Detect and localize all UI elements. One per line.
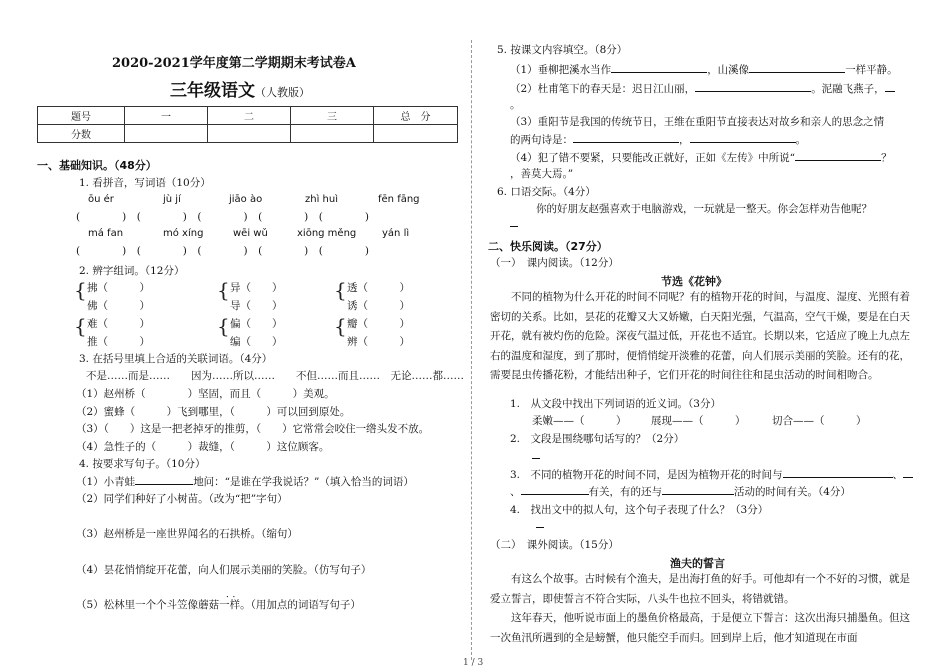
section-2-heading: 二、快乐阅读。（27分） — [488, 240, 608, 253]
answer-blank[interactable] — [662, 483, 734, 495]
q5-item-2 — [510, 80, 895, 96]
reading-q3-line2 — [510, 483, 851, 499]
brace-icon: { — [74, 314, 87, 338]
q5-text: 。泥融飞燕子， — [811, 83, 885, 95]
q6-prompt: 你的好朋友赵强喜欢于电脑游戏，一玩就是一整天。你会怎样劝告他呢？ — [536, 203, 872, 215]
answer-blank[interactable] — [521, 483, 589, 495]
pinyin: fēn fāng — [378, 194, 420, 205]
emphasis-dots: ．． — [226, 590, 244, 600]
passage-2-body: 有这么个故事。古时候有个渔夫，是出海打鱼的好手。可他却有一个不好的习惯，就是爱立誓言，即使誓言不符合实际，八头牛也拉不回头，将错就错。 — [490, 573, 910, 605]
char-pair-item[interactable]: 拂（ ） — [87, 282, 150, 294]
answer-blank[interactable] — [695, 80, 811, 92]
char-pair-item[interactable]: 异（ ） — [230, 282, 283, 294]
q5-text: （4）犯了错不要紧，只要能改正就好，正如《左传》中所说“ — [510, 152, 796, 164]
synonym-item[interactable]: 展现——（ ） — [651, 415, 746, 427]
score-input-cell[interactable] — [125, 125, 208, 143]
subject-heading — [170, 76, 310, 101]
reading-q3-text: 3. 不同的植物开花的时间不同，是因为植物开花的时间与 — [510, 469, 783, 481]
q4-item: （2）同学们种好了小树苗。（改为“把”字句） — [76, 493, 288, 505]
question-4: 4. 按要求写句子。（10分） — [79, 458, 206, 470]
score-input-cell[interactable] — [291, 125, 374, 143]
score-cell: 分数 — [38, 125, 125, 143]
pinyin: má fan — [88, 228, 124, 239]
exam-title: 2020-2021学年度第二学期期末考试卷A — [112, 56, 356, 71]
reading-q1: 1. 从文段中找出下列词语的近义词。（3分） — [510, 398, 721, 410]
question-3: 3. 在括号里填上合适的关联词语。（4分） — [79, 353, 273, 365]
brace-icon: { — [334, 314, 347, 338]
passage-2-title: 渔夫的誓言 — [670, 557, 725, 570]
q3-item[interactable]: （2）蜜蜂（ ）飞到哪里，（ ）可以回到原处。 — [76, 406, 351, 418]
score-input-cell[interactable] — [374, 125, 458, 143]
q4-item-1 — [76, 473, 414, 489]
score-table-score-row — [38, 125, 458, 143]
subject-name: 三年级语文 — [170, 81, 255, 101]
answer-blank[interactable] — [135, 473, 193, 485]
column-divider — [471, 40, 472, 660]
char-pair-item[interactable]: 瓣（ ） — [347, 318, 410, 330]
pinyin: xiōng měng — [297, 228, 357, 239]
answer-blank[interactable] — [690, 131, 796, 143]
q5-item-2-end: 。 — [510, 99, 521, 111]
pinyin: jù jí — [163, 194, 181, 205]
pinyin: yán lì — [382, 228, 410, 239]
score-cell: 总 分 — [374, 107, 458, 125]
q5-text: （2）杜甫笔下的春天是：迟日江山丽， — [510, 83, 696, 95]
q5-text: （1）垂柳把溪水当作 — [510, 64, 612, 76]
q5-text: 。 — [795, 134, 806, 146]
char-pair-item[interactable]: 佛（ ） — [87, 300, 150, 312]
section-1-heading: 一、基础知识。（48分） — [37, 159, 157, 172]
q4-item: （5）松林里一个个斗笠像蘑菇一样。（用加点的词语写句子） — [76, 599, 361, 611]
pinyin: zhì huì — [305, 194, 338, 205]
score-cell: 二 — [208, 107, 291, 125]
question-1: 1. 看拼音，写词语（10分） — [79, 177, 211, 189]
answer-blank[interactable] — [573, 131, 679, 143]
brace-icon: { — [334, 278, 347, 302]
reading-q4: 4. 找出文中的拟人句，这个句子表现了什么？（3分） — [510, 504, 769, 516]
subsection-2: （二） 课外阅读。（15分） — [490, 539, 619, 551]
pinyin: mó xíng — [163, 228, 204, 239]
synonym-item[interactable]: 柔嫩——（ ） — [532, 415, 627, 427]
q5-text: ？ — [881, 152, 892, 164]
edition-label: （人教版） — [255, 86, 310, 99]
score-cell: 三 — [291, 107, 374, 125]
char-pair-item[interactable]: 编（ ） — [230, 336, 283, 348]
page-number: 1 / 3 — [463, 658, 484, 668]
subsection-1: （一） 课内阅读。（12分） — [490, 257, 619, 269]
conjunction-options: 不是……而是…… 因为……所以…… 不但……而且…… 无论……都…… — [86, 370, 464, 382]
reading-q3-text: 有关，有的还与 — [588, 486, 662, 498]
answer-blank[interactable] — [536, 527, 544, 528]
q4-item: （3）赵州桥是一座世界闻名的石拱桥。（缩句） — [76, 528, 298, 540]
q4-item: （4）昙花悄悄绽开花蕾，向人们展示美丽的笑脸。（仿写句子） — [76, 564, 372, 576]
q5-item-4 — [510, 149, 892, 165]
q5-text: 的两句诗是： — [510, 134, 573, 146]
answer-blank[interactable] — [510, 226, 518, 227]
synonym-item[interactable]: 切合——（ ） — [772, 415, 867, 427]
passage-1-title: 节选《花钟》 — [661, 275, 727, 288]
char-pair-item[interactable]: 辨（ ） — [347, 336, 410, 348]
answer-blanks-row-1[interactable]: ( ) ( ) ( ) ( ) ( ) — [76, 211, 369, 223]
q4-item-1-start: （1）小青蛙 — [76, 476, 136, 488]
answer-blank[interactable] — [795, 149, 881, 161]
pinyin: jiāo ào — [229, 194, 263, 205]
pinyin: wēi wǔ — [233, 228, 268, 239]
passage-2-body-2: 这年春天，他听说市面上的墨鱼价格最高，于是便立下誓言：这次出海只捕墨鱼。但这一次鱼汛所遇到的全是螃蟹，他只能空手而归。回到岸上后，他才知道现在市面 — [490, 612, 910, 644]
brace-icon: { — [74, 278, 87, 302]
q5-text: 一样平静。 — [845, 64, 898, 76]
question-2: 2. 辨字组词。（12分） — [79, 265, 185, 277]
question-6: 6. 口语交际。（4分） — [497, 186, 596, 198]
q5-text: ， — [679, 134, 690, 146]
q4-item-1-end: 地问：“是谁在学我说话？”（填入恰当的词语） — [193, 476, 414, 488]
reading-q3-text: 、 — [510, 486, 521, 498]
char-pair-item[interactable]: 导（ ） — [230, 300, 283, 312]
reading-q3-text: 、 — [892, 469, 904, 481]
answer-blank[interactable] — [903, 466, 913, 478]
reading-q2: 2. 文段是围绕哪句话写的？（2分） — [510, 433, 685, 445]
q3-item[interactable]: （3）（ ）这是一把老掉牙的推剪，（ ）它常常会咬住一绺头发不放。 — [76, 423, 430, 435]
passage-1-body: 不同的植物为什么开花的时间不同呢？有的植物开花的时间，与温度、湿度、光照有着密切的关系。比如，昙花的花瓣又大又娇嫩，白天阳光强，气温高，空气干燥，要是在白天开花，就有被灼伤的危险。深夜气温过低，开花也不适宜。长期以来，它适应了晚上九点左右的温度和湿度，到了那时，便悄悄绽开淡雅的花蕾，向人们展示美丽的笑脸。还有的花，需要昆虫传播花粉，才能结出种子，它们开花的时间往往和昆虫活动的时间相吻合。 — [490, 291, 910, 381]
answer-blank[interactable] — [749, 61, 845, 73]
q5-text: ，山溪像 — [707, 64, 750, 76]
char-pair-item[interactable]: 推（ ） — [87, 336, 150, 348]
brace-icon: { — [217, 314, 230, 338]
q5-item-4-end: ，善莫大焉。” — [510, 168, 574, 180]
q5-item-1 — [510, 61, 898, 77]
q5-item-3: （3）重阳节是我国的传统节日，王维在重阳节直接表达对故乡和亲人的思念之情 — [510, 116, 885, 128]
answer-blank[interactable] — [611, 61, 707, 73]
reading-q3-text: 活动的时间有关。（4分） — [734, 486, 851, 498]
char-pair-item[interactable]: 透（ ） — [347, 282, 410, 294]
score-cell: 题号 — [38, 107, 125, 125]
answer-blank[interactable] — [532, 458, 540, 459]
char-pair-item[interactable]: 难（ ） — [87, 318, 150, 330]
q5-item-3-line2 — [510, 131, 806, 147]
char-pair-item[interactable]: 诱（ ） — [347, 300, 410, 312]
brace-icon: { — [217, 278, 230, 302]
q3-item[interactable]: （4）急性子的（ ）裁缝，（ ）这位顾客。 — [76, 441, 330, 453]
pinyin: ōu ér — [88, 194, 114, 205]
q3-item[interactable]: （1）赵州桥（ ）坚固，而且（ ）美观。 — [76, 388, 335, 400]
char-pair-item[interactable]: 偏（ ） — [230, 318, 283, 330]
reading-q3 — [510, 466, 913, 482]
score-cell: 一 — [125, 107, 208, 125]
answer-blanks-row-2[interactable]: ( ) ( ) ( ) ( ) ( ) — [76, 245, 369, 257]
question-5: 5. 按课文内容填空。（8分） — [497, 44, 628, 56]
answer-blank[interactable] — [885, 80, 895, 92]
score-input-cell[interactable] — [208, 125, 291, 143]
score-table-header-row — [38, 107, 458, 125]
answer-blank[interactable] — [783, 466, 893, 478]
score-table — [37, 106, 458, 143]
